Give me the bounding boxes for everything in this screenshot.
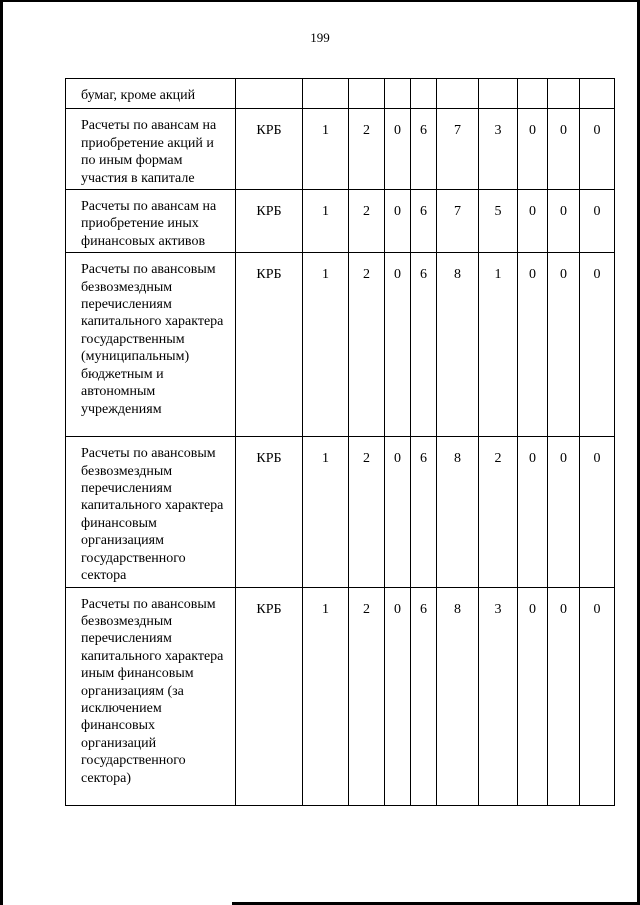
account-digit-cell (479, 79, 518, 109)
account-digit-cell: 6 (411, 437, 437, 587)
account-digit-cell: 0 (518, 587, 548, 805)
account-name-cell: Расчеты по авансам на приобретение акций и по иным формам участия в капитале (66, 109, 236, 190)
account-digit-cell: 0 (580, 587, 615, 805)
table-row (66, 587, 615, 805)
budget-code-cell: КРБ (236, 190, 303, 253)
account-digit-cell (411, 79, 437, 109)
account-digit-cell: 2 (349, 253, 385, 437)
account-digit-cell: 2 (349, 437, 385, 587)
account-digit-cell: 7 (437, 109, 479, 190)
account-digit-cell: 6 (411, 587, 437, 805)
account-name-cell: Расчеты по авансовым безвозмездным перечислениям капитального характера иным финансовым организациям (за исключением финансовых организаций государственного сектора) (66, 587, 236, 805)
account-digit-cell (548, 79, 580, 109)
account-digit-cell (303, 79, 349, 109)
scan-edge-top (0, 0, 640, 2)
table-row (66, 109, 615, 190)
page-number: 199 (310, 30, 330, 45)
account-digit-cell: 0 (580, 190, 615, 253)
account-digit-cell: 2 (349, 587, 385, 805)
account-digit-cell: 0 (385, 109, 411, 190)
table-row (66, 437, 615, 587)
account-digit-cell: 0 (518, 253, 548, 437)
budget-code-cell: КРБ (236, 437, 303, 587)
account-digit-cell: 2 (349, 190, 385, 253)
account-digit-cell: 0 (548, 437, 580, 587)
accounts-table (65, 78, 615, 806)
account-digit-cell: 0 (385, 437, 411, 587)
account-digit-cell: 1 (303, 437, 349, 587)
account-digit-cell (349, 79, 385, 109)
table-row (66, 190, 615, 253)
account-digit-cell: 6 (411, 190, 437, 253)
account-digit-cell (518, 79, 548, 109)
account-digit-cell: 8 (437, 587, 479, 805)
account-digit-cell: 0 (518, 109, 548, 190)
budget-code-cell: КРБ (236, 109, 303, 190)
budget-code-cell: КРБ (236, 587, 303, 805)
account-digit-cell: 2 (479, 437, 518, 587)
account-digit-cell: 5 (479, 190, 518, 253)
scan-edge-left (0, 0, 3, 905)
account-digit-cell: 6 (411, 253, 437, 437)
account-digit-cell (385, 79, 411, 109)
account-digit-cell: 0 (518, 437, 548, 587)
account-digit-cell: 1 (303, 253, 349, 437)
account-digit-cell: 0 (385, 253, 411, 437)
account-digit-cell: 3 (479, 109, 518, 190)
account-digit-cell: 0 (548, 109, 580, 190)
budget-code-cell: КРБ (236, 253, 303, 437)
account-digit-cell: 3 (479, 587, 518, 805)
account-name-cell: Расчеты по авансовым безвозмездным перечислениям капитального характера финансовым организациям государственного сектора (66, 437, 236, 587)
account-digit-cell: 1 (479, 253, 518, 437)
account-digit-cell: 0 (518, 190, 548, 253)
account-digit-cell: 1 (303, 190, 349, 253)
account-digit-cell: 2 (349, 109, 385, 190)
account-digit-cell: 0 (580, 253, 615, 437)
account-digit-cell: 0 (385, 190, 411, 253)
account-digit-cell: 8 (437, 437, 479, 587)
account-name-cell: бумаг, кроме акций (66, 79, 236, 109)
account-digit-cell: 0 (385, 587, 411, 805)
account-name-cell: Расчеты по авансовым безвозмездным перечислениям капитального характера государственным (муниципальным) бюджетным и автономным учреждениям (66, 253, 236, 437)
account-digit-cell: 1 (303, 587, 349, 805)
account-digit-cell: 0 (580, 437, 615, 587)
account-digit-cell: 0 (580, 109, 615, 190)
table-row (66, 253, 615, 437)
account-digit-cell: 1 (303, 109, 349, 190)
account-digit-cell: 6 (411, 109, 437, 190)
account-name-cell: Расчеты по авансам на приобретение иных финансовых активов (66, 190, 236, 253)
account-digit-cell: 0 (548, 587, 580, 805)
account-digit-cell: 8 (437, 253, 479, 437)
account-digit-cell: 7 (437, 190, 479, 253)
table-row (66, 79, 615, 109)
account-digit-cell: 0 (548, 253, 580, 437)
account-digit-cell (437, 79, 479, 109)
account-digit-cell: 0 (548, 190, 580, 253)
budget-code-cell (236, 79, 303, 109)
account-digit-cell (580, 79, 615, 109)
